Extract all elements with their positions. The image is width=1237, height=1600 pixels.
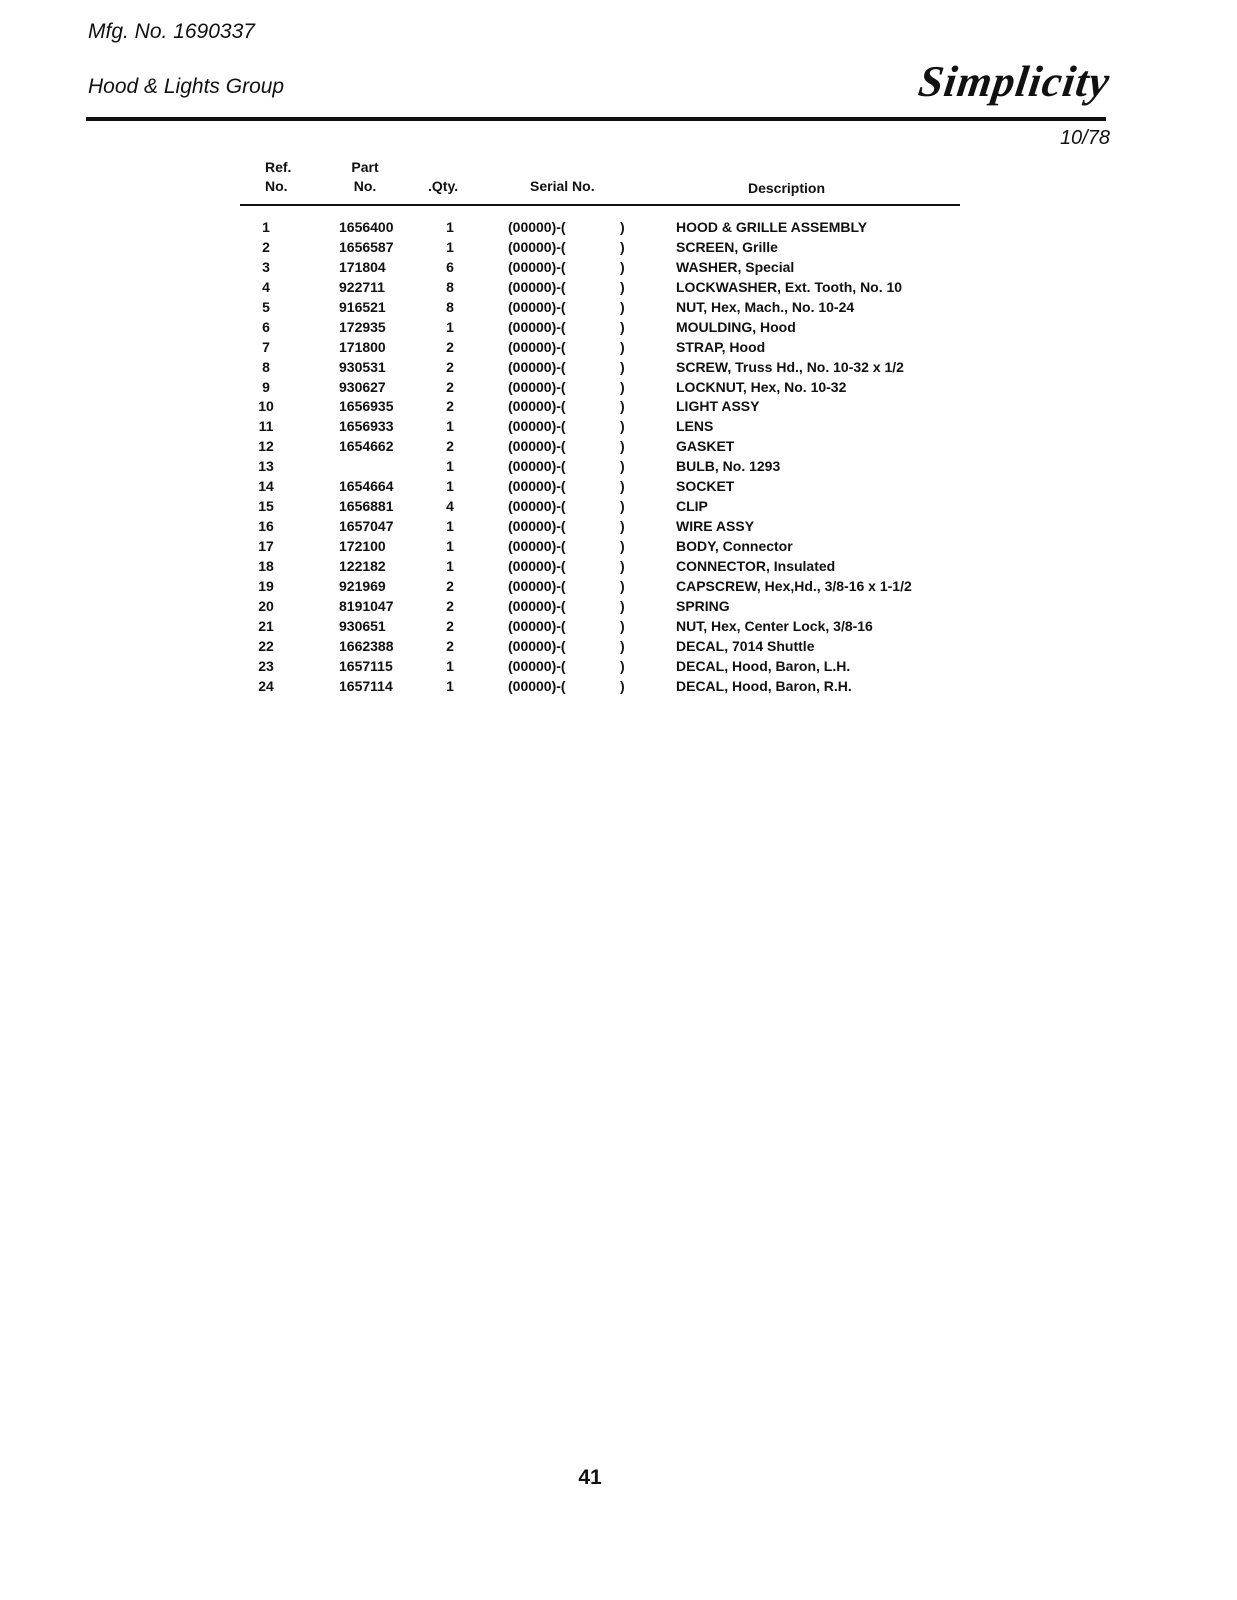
qty-cell: 2	[446, 398, 454, 415]
table-row	[240, 436, 960, 456]
ref-cell: 6	[262, 318, 270, 335]
part-number-cell: 1656400	[339, 219, 394, 235]
qty-cell: 2	[446, 637, 454, 654]
serial-cell: (00000)-(	[508, 438, 566, 455]
table-row	[240, 636, 960, 656]
part-number-cell: 930627	[339, 378, 386, 395]
part-number-cell: 1656935	[339, 398, 394, 415]
parts-table	[240, 155, 960, 694]
ref-cell: 7	[262, 338, 270, 355]
description-cell: NUT, Hex, Center Lock, 3/8-16	[676, 617, 873, 634]
description-cell: SPRING	[676, 597, 730, 614]
ref-cell: 17	[258, 538, 274, 554]
part-number-cell: 921969	[339, 577, 386, 594]
table-row	[240, 237, 960, 257]
revision-date: 10/78	[1059, 127, 1110, 149]
serial-close-cell: )	[620, 398, 625, 415]
qty-cell: 1	[446, 418, 454, 435]
serial-close-cell: )	[620, 258, 625, 275]
serial-close-cell: )	[620, 597, 625, 614]
description-cell: BULB, No. 1293	[676, 458, 781, 475]
description-cell: DECAL, Hood, Baron, L.H.	[676, 657, 851, 674]
serial-cell: (00000)-(	[508, 498, 566, 515]
serial-close-cell: )	[620, 418, 625, 435]
serial-close-cell: )	[620, 478, 625, 495]
description-cell: LOCKNUT, Hex, No. 10-32	[676, 378, 847, 395]
qty-cell: 1	[446, 538, 454, 554]
serial-cell: (00000)-(	[508, 298, 566, 315]
ref-cell: 15	[258, 498, 274, 515]
ref-cell: 21	[258, 617, 274, 634]
table-body	[240, 217, 960, 696]
ref-cell: 14	[258, 478, 274, 495]
description-cell: BODY, Connector	[676, 538, 793, 554]
serial-cell: (00000)-(	[508, 418, 566, 435]
serial-close-cell: )	[620, 318, 625, 335]
serial-cell: (00000)-(	[508, 657, 566, 674]
description-cell: DECAL, Hood, Baron, R.H.	[676, 677, 852, 694]
table-row	[240, 596, 960, 616]
serial-cell: (00000)-(	[508, 219, 566, 235]
part-number-cell: 1657115	[339, 657, 393, 674]
qty-cell: 1	[446, 238, 454, 255]
ref-cell: 5	[262, 298, 270, 315]
qty-cell: 1	[446, 458, 454, 475]
description-cell: HOOD & GRILLE ASSEMBLY	[676, 219, 868, 235]
ref-cell: 8	[262, 358, 270, 375]
qty-cell: 1	[446, 677, 454, 694]
table-row	[240, 257, 960, 277]
serial-close-cell: )	[620, 557, 625, 574]
ref-cell: 16	[258, 518, 274, 535]
part-number-cell: 1662388	[339, 637, 394, 654]
table-row	[240, 476, 960, 496]
qty-cell: 1	[446, 318, 454, 335]
qty-cell: 1	[446, 518, 454, 535]
qty-cell: 8	[446, 298, 454, 315]
ref-cell: 2	[262, 238, 270, 255]
description-cell: SCREEN, Grille	[676, 238, 778, 255]
serial-close-cell: )	[620, 657, 625, 674]
serial-cell: (00000)-(	[508, 378, 566, 395]
serial-cell: (00000)-(	[508, 478, 566, 495]
brand-logo: Simplicity	[915, 57, 1114, 106]
ref-cell: 22	[258, 637, 274, 654]
part-number-cell: 122182	[339, 557, 386, 574]
description-cell: SOCKET	[676, 478, 735, 495]
serial-cell: (00000)-(	[508, 338, 566, 355]
serial-cell: (00000)-(	[508, 238, 566, 255]
serial-close-cell: )	[620, 518, 625, 535]
description-cell: GASKET	[676, 438, 735, 455]
serial-close-cell: )	[620, 238, 625, 255]
qty-cell: 1	[446, 478, 454, 495]
ref-cell: 9	[262, 378, 270, 395]
table-rule	[240, 204, 960, 206]
part-number-cell: 922711	[339, 278, 385, 295]
part-number-cell: 930651	[339, 617, 386, 634]
table-row	[240, 277, 960, 297]
ref-cell: 19	[258, 577, 274, 594]
description-cell: CONNECTOR, Insulated	[676, 557, 836, 574]
serial-close-cell: )	[620, 458, 625, 475]
part-number-cell: 1654662	[339, 438, 394, 455]
table-row	[240, 556, 960, 576]
serial-cell: (00000)-(	[508, 518, 566, 535]
header-description: Description	[748, 180, 826, 196]
serial-cell: (00000)-(	[508, 398, 566, 415]
serial-close-cell: )	[620, 438, 625, 455]
serial-cell: (00000)-(	[508, 617, 566, 634]
qty-cell: 2	[446, 438, 454, 455]
serial-cell: (00000)-(	[508, 358, 566, 375]
ref-cell: 4	[262, 278, 270, 295]
qty-cell: 2	[446, 597, 454, 614]
qty-cell: 2	[446, 358, 454, 375]
ref-cell: 23	[258, 657, 274, 674]
qty-cell: 2	[446, 577, 454, 594]
description-cell: WIRE ASSY	[676, 518, 755, 535]
part-number-cell: 1656587	[339, 238, 394, 255]
ref-cell: 11	[258, 418, 274, 435]
part-number-cell: 1656881	[339, 498, 394, 515]
table-row	[240, 656, 960, 676]
serial-cell: (00000)-(	[508, 538, 566, 554]
table-row	[240, 536, 960, 556]
serial-close-cell: )	[620, 637, 625, 654]
serial-cell: (00000)-(	[508, 278, 566, 295]
description-cell: LIGHT ASSY	[676, 398, 760, 415]
part-number-cell: 1654664	[339, 478, 394, 495]
serial-close-cell: )	[620, 617, 625, 634]
part-number-cell: 1657047	[339, 518, 394, 535]
serial-cell: (00000)-(	[508, 458, 566, 475]
header-ref: Ref. No.	[265, 159, 292, 194]
description-cell: WASHER, Special	[676, 258, 795, 275]
mfg-number: Mfg. No. 1690337	[88, 20, 255, 43]
ref-cell: 10	[258, 398, 274, 415]
serial-close-cell: )	[620, 378, 625, 395]
ref-cell: 18	[258, 557, 274, 574]
table-row	[240, 516, 960, 536]
table-row	[240, 297, 960, 317]
qty-cell: 1	[446, 557, 454, 574]
serial-close-cell: )	[620, 538, 625, 554]
serial-cell: (00000)-(	[508, 318, 566, 335]
serial-close-cell: )	[620, 298, 625, 315]
group-title: Hood & Lights Group	[88, 75, 285, 98]
serial-cell: (00000)-(	[508, 258, 566, 275]
table-row	[240, 576, 960, 596]
description-cell: NUT, Hex, Mach., No. 10-24	[676, 298, 855, 315]
header-rule	[86, 117, 1106, 121]
description-cell: CLIP	[676, 498, 708, 515]
description-cell: MOULDING, Hood	[676, 318, 796, 335]
header-serial: Serial No.	[530, 178, 595, 194]
description-cell: LENS	[676, 418, 714, 435]
table-row	[240, 357, 960, 377]
part-number-cell: 1656933	[339, 418, 394, 435]
description-cell: SCREW, Truss Hd., No. 10-32 x 1/2	[676, 358, 904, 375]
part-number-cell: 8191047	[339, 597, 394, 614]
table-row	[240, 676, 960, 696]
header-qty: .Qty.	[428, 178, 459, 194]
qty-cell: 2	[446, 378, 454, 395]
serial-cell: (00000)-(	[508, 577, 566, 594]
header-part: Part No.	[351, 159, 379, 194]
serial-cell: (00000)-(	[508, 637, 566, 654]
qty-cell: 1	[446, 219, 454, 235]
serial-close-cell: )	[620, 358, 625, 375]
part-number-cell: 172100	[339, 538, 386, 554]
serial-cell: (00000)-(	[508, 597, 566, 614]
part-number-cell: 172935	[339, 318, 386, 335]
table-row	[240, 496, 960, 516]
description-cell: STRAP, Hood	[676, 338, 766, 355]
serial-close-cell: )	[620, 219, 625, 235]
serial-close-cell: )	[620, 338, 625, 355]
ref-cell: 20	[258, 597, 274, 614]
serial-close-cell: )	[620, 498, 625, 515]
page-number: 41	[578, 1466, 602, 1489]
qty-cell: 6	[446, 258, 454, 275]
part-number-cell: 916521	[339, 298, 386, 315]
ref-cell: 1	[262, 219, 270, 235]
serial-cell: (00000)-(	[508, 557, 566, 574]
part-number-cell: 930531	[339, 358, 386, 375]
serial-close-cell: )	[620, 677, 625, 694]
description-cell: DECAL, 7014 Shuttle	[676, 637, 815, 654]
qty-cell: 2	[446, 617, 454, 634]
ref-cell: 13	[258, 458, 274, 475]
qty-cell: 4	[446, 498, 454, 515]
ref-cell: 24	[258, 677, 274, 694]
ref-cell: 12	[258, 438, 274, 455]
serial-cell: (00000)-(	[508, 677, 566, 694]
table-row	[240, 416, 960, 436]
part-number-cell: 1657114	[339, 677, 393, 694]
table-row	[240, 377, 960, 397]
qty-cell: 1	[446, 657, 454, 674]
table-row	[240, 317, 960, 337]
table-row	[240, 217, 960, 237]
ref-cell: 3	[262, 258, 270, 275]
table-row	[240, 396, 960, 416]
qty-cell: 8	[446, 278, 454, 295]
part-number-cell: 171804	[339, 258, 386, 275]
description-cell: CAPSCREW, Hex,Hd., 3/8-16 x 1-1/2	[676, 577, 912, 594]
part-number-cell: 171800	[339, 338, 386, 355]
qty-cell: 2	[446, 338, 454, 355]
table-header	[240, 155, 960, 203]
table-row	[240, 616, 960, 636]
description-cell: LOCKWASHER, Ext. Tooth, No. 10	[676, 278, 903, 295]
serial-close-cell: )	[620, 278, 625, 295]
table-row	[240, 456, 960, 476]
serial-close-cell: )	[620, 577, 625, 594]
table-row	[240, 337, 960, 357]
